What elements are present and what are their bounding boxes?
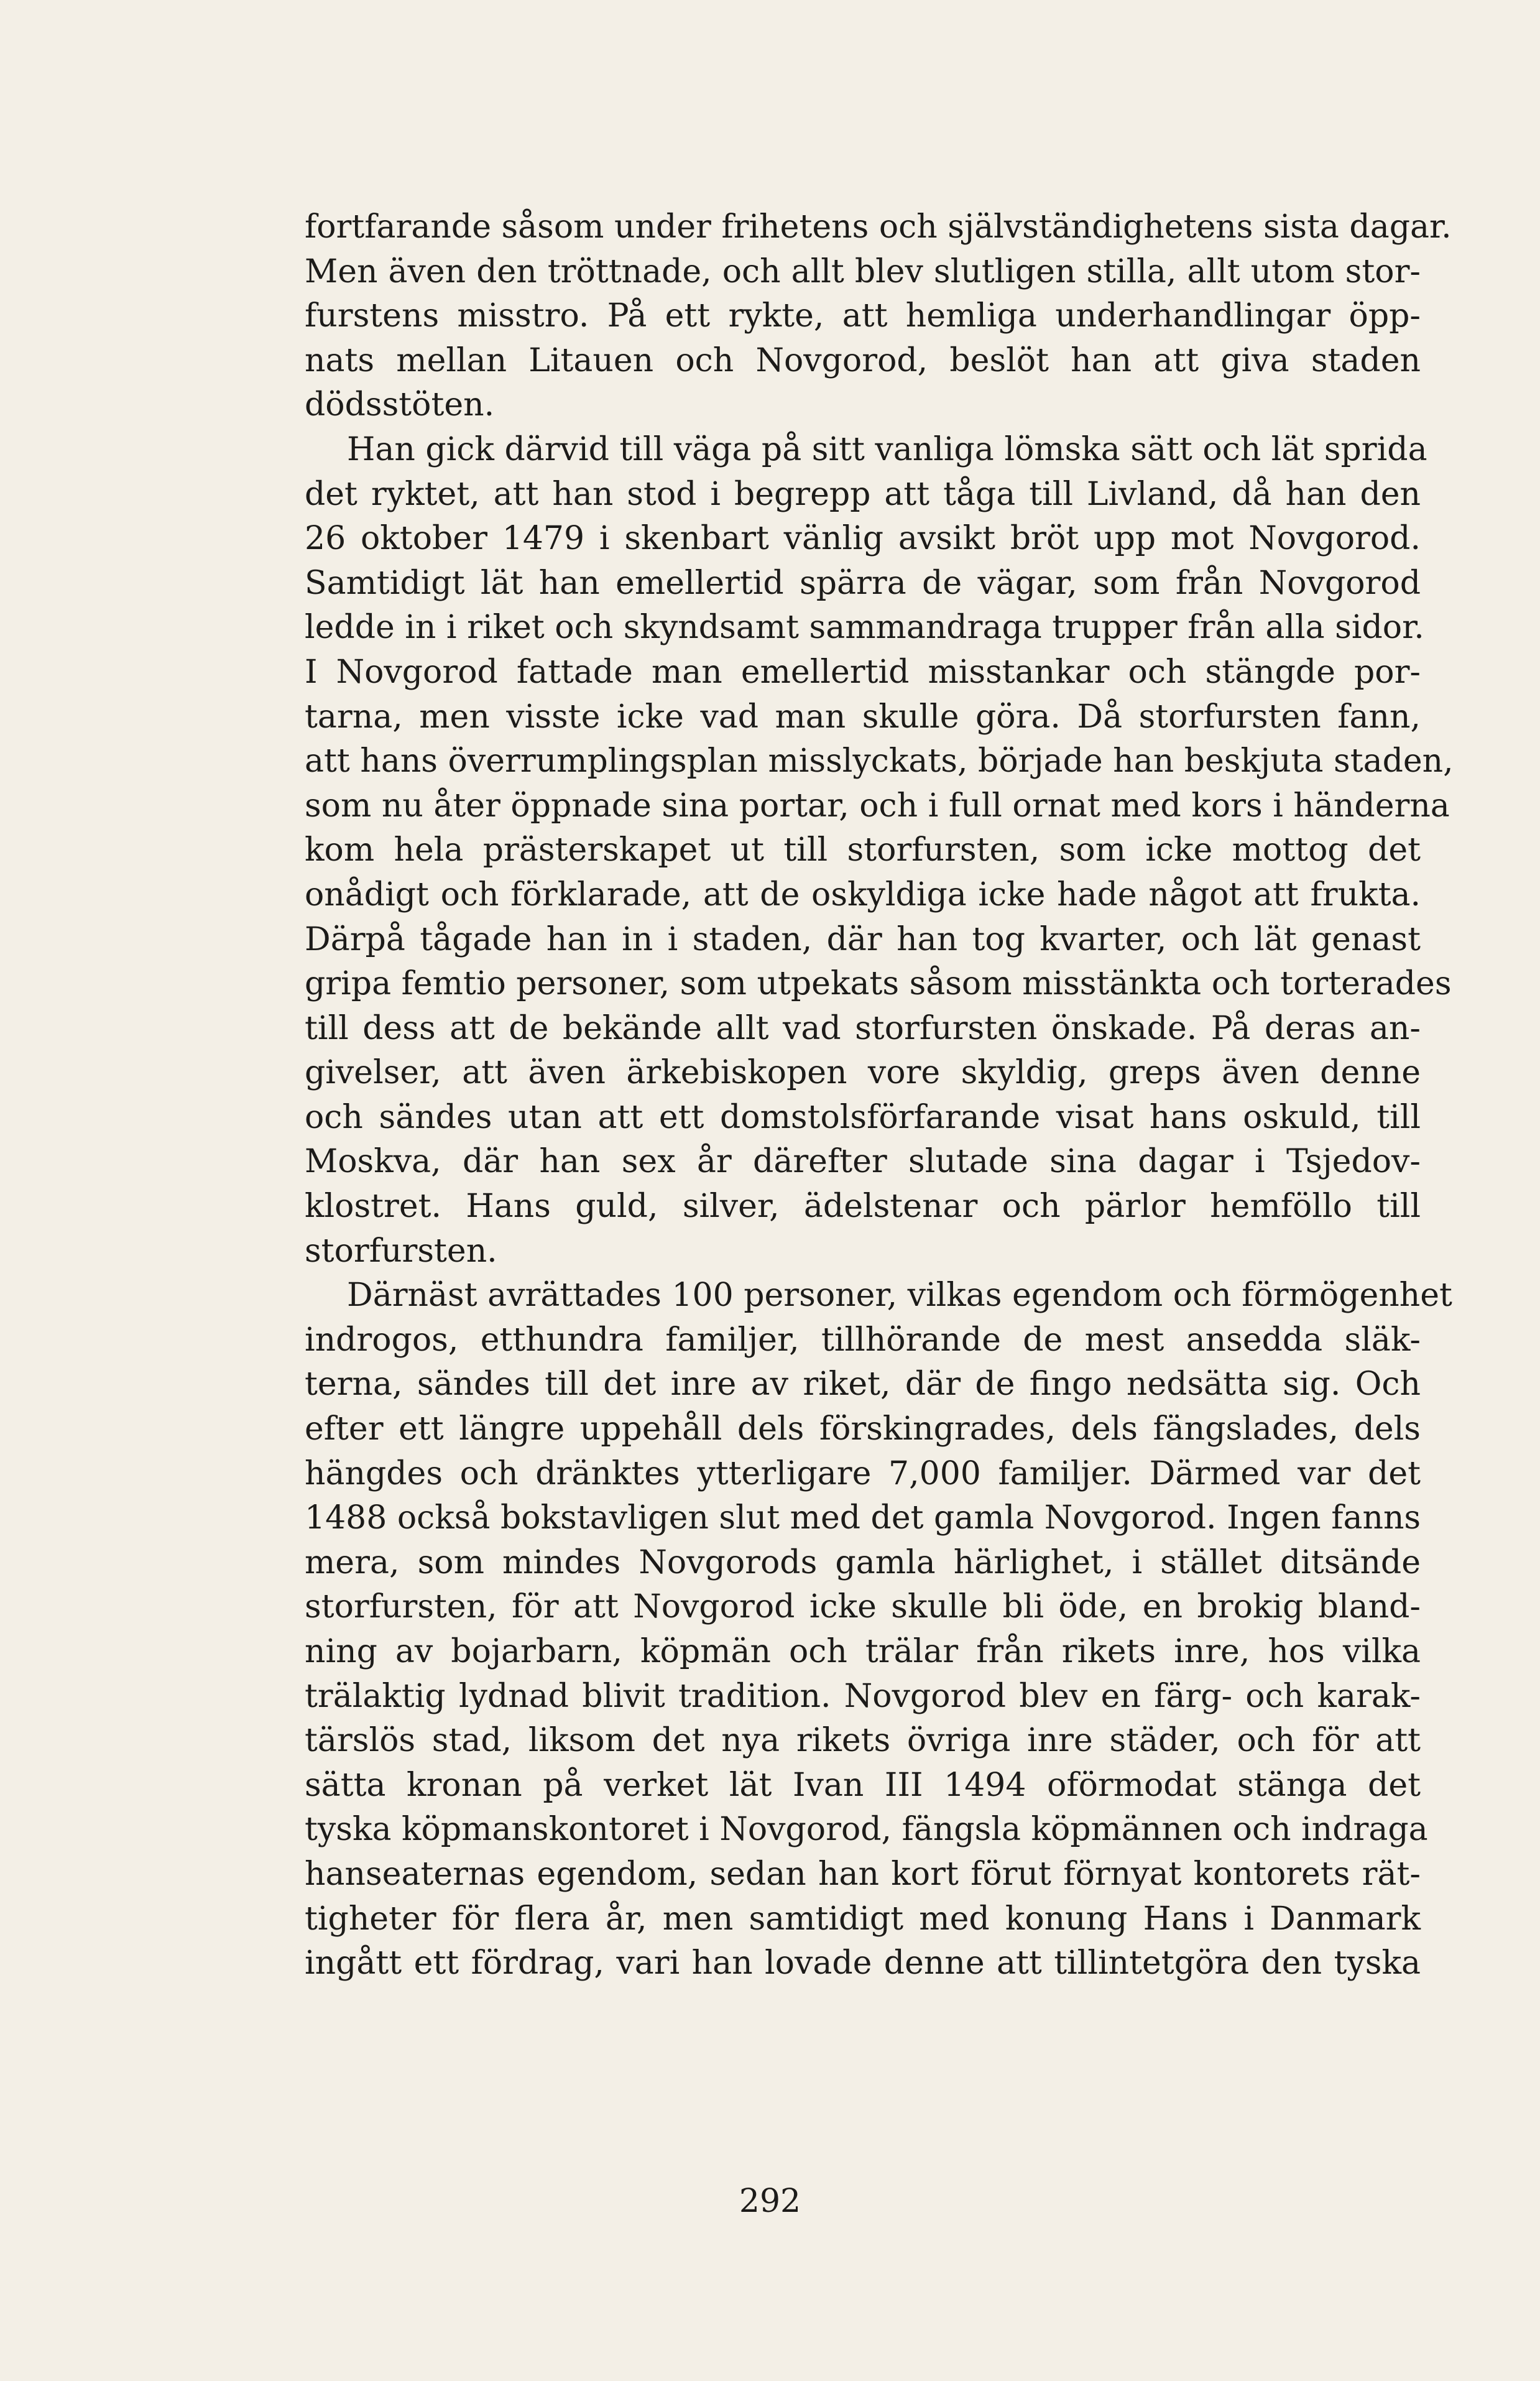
text-line: nats mellan Litauen och Novgorod, beslöt han att giva staden <box>305 341 1421 379</box>
text-line: storfursten. <box>305 1232 497 1270</box>
text-line: det ryktet, att han stod i begrepp att tåga till Livland, då han den <box>305 475 1421 513</box>
text-line: I Novgorod fattade man emellertid misstankar och stängde por- <box>305 653 1421 691</box>
page-number: 292 <box>739 2183 801 2220</box>
text-line: fortfarande såsom under frihetens och självständighetens sista dagar. <box>305 208 1452 246</box>
text-line: ingått ett fördrag, vari han lovade denne att tillintetgöra den tyska <box>305 1944 1421 1982</box>
text-line: att hans överrumplingsplan misslyckats, började han beskjuta staden, <box>305 742 1454 780</box>
text-line: gripa femtio personer, som utpekats såsom misstänkta och torterades <box>305 965 1452 1003</box>
body-text <box>305 205 1454 1986</box>
text-line: Men även den tröttnade, och allt blev slutligen stilla, allt utom stor- <box>305 252 1421 290</box>
text-line: indrogos, etthundra familjer, tillhörande de mest ansedda släk- <box>305 1321 1421 1359</box>
text-line: Moskva, där han sex år därefter slutade sina dagar i Tsjedov- <box>305 1143 1421 1181</box>
text-line: tarna, men visste icke vad man skulle göra. Då storfursten fann, <box>305 698 1421 736</box>
text-line: terna, sändes till det inre av riket, där de fingo nedsätta sig. Och <box>305 1366 1421 1403</box>
text-line: tyska köpmanskontoret i Novgorod, fängsla köpmännen och indraga <box>305 1811 1428 1849</box>
text-line: furstens misstro. På ett rykte, att hemliga underhandlingar öpp- <box>305 297 1421 335</box>
text-line: tigheter för flera år, men samtidigt med konung Hans i Danmark <box>305 1900 1421 1938</box>
text-line: dödsstöten. <box>305 386 495 424</box>
text-line: kom hela prästerskapet ut till storfursten, som icke mottog det <box>305 831 1421 869</box>
text-line: mera, som mindes Novgorods gamla härlighet, i stället ditsände <box>305 1543 1421 1581</box>
text-line: som nu åter öppnade sina portar, och i full ornat med kors i händerna <box>305 787 1450 825</box>
text-line: 26 oktober 1479 i skenbart vänlig avsikt bröt upp mot Novgorod. <box>305 520 1421 558</box>
text-line: tärslös stad, liksom det nya rikets övriga inre städer, och för att <box>305 1722 1421 1760</box>
text-line: Därpå tågade han in i staden, där han tog kvarter, och lät genast <box>305 920 1421 958</box>
text-line: ledde in i riket och skyndsamt sammandraga trupper från alla sidor. <box>305 609 1424 647</box>
text-line: onådigt och förklarade, att de oskyldiga icke hade något att frukta. <box>305 876 1421 913</box>
text-line: storfursten, för att Novgorod icke skulle bli öde, en brokig bland- <box>305 1588 1421 1626</box>
text-line: och sändes utan att ett domstolsförfarande visat hans oskuld, till <box>305 1098 1421 1136</box>
text-line: givelser, att även ärkebiskopen vore skyldig, greps även denne <box>305 1054 1421 1092</box>
text-line: trälaktig lydnad blivit tradition. Novgorod blev en färg- och karak- <box>305 1677 1421 1715</box>
text-line: ning av bojarbarn, köpmän och trälar från rikets inre, hos vilka <box>305 1633 1421 1670</box>
text-line: till dess att de bekände allt vad storfursten önskade. På deras an- <box>305 1009 1421 1047</box>
text-line: sätta kronan på verket lät Ivan III 1494 oförmodat stänga det <box>305 1766 1421 1804</box>
text-line: klostret. Hans guld, silver, ädelstenar och pärlor hemföllo till <box>305 1188 1421 1226</box>
text-line: hanseaternas egendom, sedan han kort förut förnyat kontorets rät- <box>305 1855 1421 1893</box>
text-line: Därnäst avrättades 100 personer, vilkas egendom och förmögenhet <box>347 1277 1452 1315</box>
text-line: Han gick därvid till väga på sitt vanliga lömska sätt och lät sprida <box>347 430 1427 468</box>
text-line: efter ett längre uppehåll dels förskingrades, dels fängslades, dels <box>305 1410 1421 1448</box>
text-line: Samtidigt lät han emellertid spärra de vägar, som från Novgorod <box>305 564 1421 602</box>
text-line: 1488 också bokstavligen slut med det gamla Novgorod. Ingen fanns <box>305 1499 1421 1537</box>
text-line: hängdes och dränktes ytterligare 7,000 familjer. Därmed var det <box>305 1454 1421 1492</box>
